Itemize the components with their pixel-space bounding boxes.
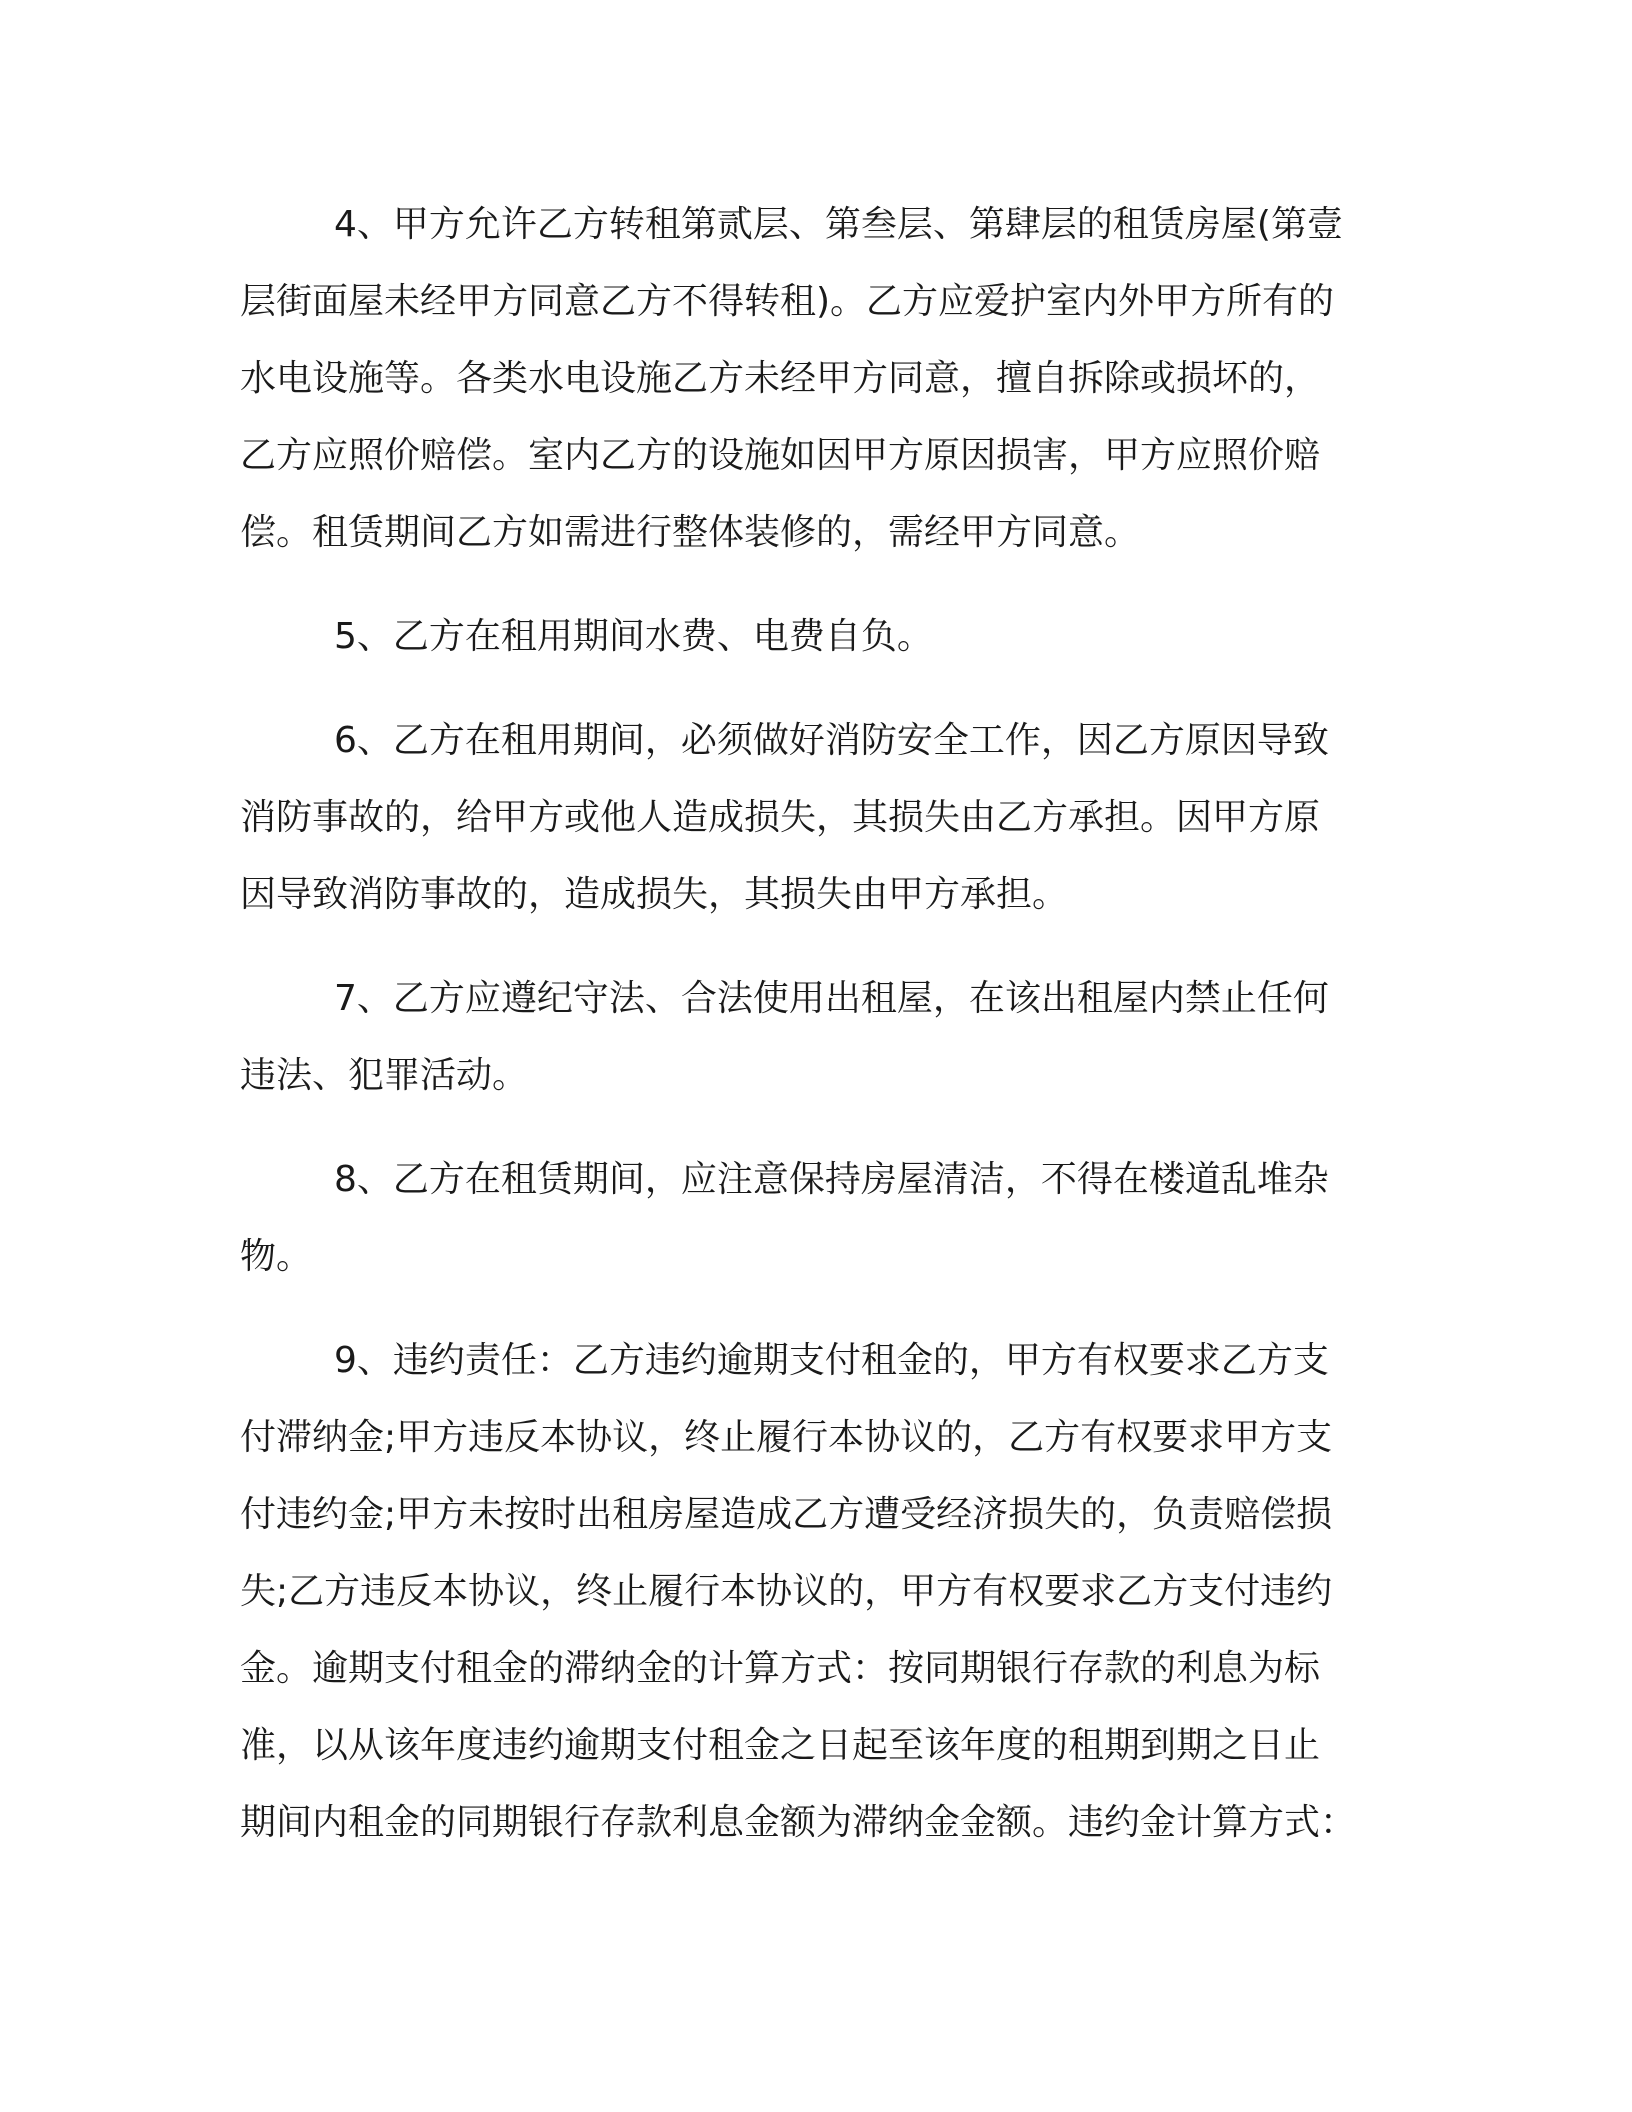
- text-line: 付滞纳金;甲方违反本协议，终止履行本协议的，乙方有权要求甲方支: [240, 1417, 1333, 1458]
- text-line: 物。: [240, 1236, 313, 1277]
- text-line: 6、乙方在租用期间，必须做好消防安全工作，因乙方原因导致: [334, 720, 1329, 761]
- text-line: 失;乙方违反本协议，终止履行本协议的，甲方有权要求乙方支付违约: [240, 1571, 1333, 1612]
- document-body: [240, 186, 1378, 1888]
- text-line: 层街面屋未经甲方同意乙方不得转租)。乙方应爱护室内外甲方所有的: [240, 281, 1335, 322]
- text-line: 期间内租金的同期银行存款利息金额为滞纳金金额。违约金计算方式：: [240, 1802, 1357, 1843]
- clause-4-paragraph: [240, 186, 1378, 571]
- clause-8-paragraph: [240, 1141, 1378, 1295]
- clause-6-paragraph: [240, 702, 1378, 933]
- text-line: 9、违约责任：乙方违约逾期支付租金的，甲方有权要求乙方支: [334, 1340, 1329, 1381]
- clause-7-paragraph: [240, 960, 1378, 1114]
- text-line: 消防事故的，给甲方或他人造成损失，其损失由乙方承担。因甲方原: [240, 797, 1321, 838]
- text-line: 水电设施等。各类水电设施乙方未经甲方同意，擅自拆除或损坏的，: [240, 358, 1321, 399]
- text-line: 金。逾期支付租金的滞纳金的计算方式：按同期银行存款的利息为标: [240, 1648, 1321, 1689]
- text-line: 8、乙方在租赁期间，应注意保持房屋清洁，不得在楼道乱堆杂: [334, 1159, 1329, 1200]
- text-line: 因导致消防事故的，造成损失，其损失由甲方承担。: [240, 874, 1069, 915]
- text-line: 乙方应照价赔偿。室内乙方的设施如因甲方原因损害，甲方应照价赔: [240, 435, 1321, 476]
- text-line: 偿。租赁期间乙方如需进行整体装修的，需经甲方同意。: [240, 512, 1141, 553]
- clause-5-paragraph: [240, 598, 1378, 675]
- text-line: 4、甲方允许乙方转租第贰层、第叁层、第肆层的租赁房屋(第壹: [334, 204, 1343, 245]
- text-line: 准，以从该年度违约逾期支付租金之日起至该年度的租期到期之日止: [240, 1725, 1321, 1766]
- clause-9-paragraph: [240, 1322, 1378, 1861]
- text-line: 7、乙方应遵纪守法、合法使用出租屋，在该出租屋内禁止任何: [334, 978, 1329, 1019]
- text-line: 5、乙方在租用期间水费、电费自负。: [334, 616, 933, 657]
- text-line: 付违约金;甲方未按时出租房屋造成乙方遭受经济损失的，负责赔偿损: [240, 1494, 1333, 1535]
- text-line: 违法、犯罪活动。: [240, 1055, 529, 1096]
